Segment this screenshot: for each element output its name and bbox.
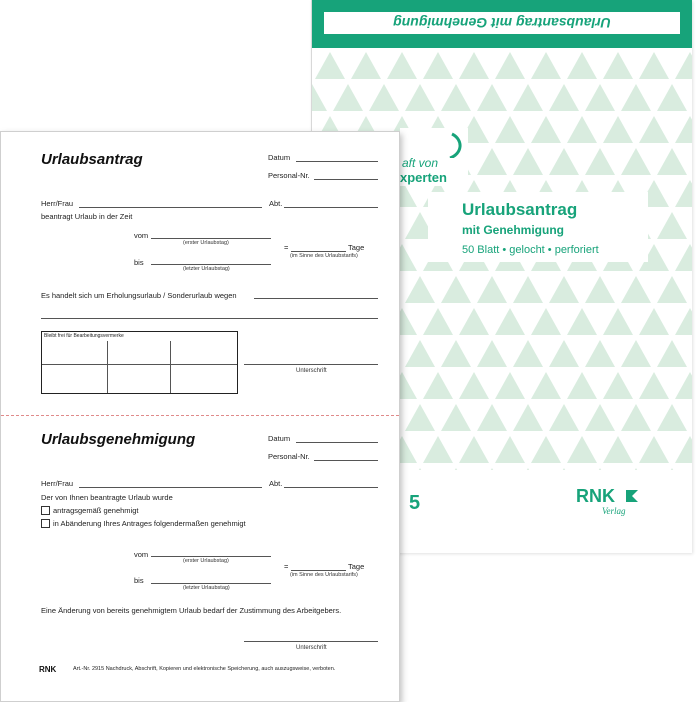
pattern-triangle (531, 308, 561, 335)
request-equals: = (284, 243, 289, 252)
pattern-triangle (369, 84, 399, 111)
request-to-label: bis (134, 258, 144, 267)
pattern-triangle (531, 436, 561, 463)
option-modified-label: in Abänderung Ihres Antrages folgendermaßen genehmigt (53, 519, 246, 528)
approval-heading: Urlaubsgenehmigung (41, 431, 196, 448)
pattern-triangle (675, 308, 692, 335)
pattern-triangle (567, 116, 597, 143)
pattern-triangle (459, 52, 489, 79)
pattern-triangle (603, 52, 633, 79)
pattern-triangle (603, 372, 633, 399)
pattern-triangle (405, 340, 435, 367)
pattern-triangle (603, 116, 633, 143)
request-days-label: Tage (348, 243, 365, 252)
pattern-triangle (441, 404, 471, 431)
request-dept-line[interactable] (284, 207, 378, 208)
approval-to-line[interactable] (151, 583, 271, 584)
pattern-triangle (459, 372, 489, 399)
pattern-triangle (549, 148, 579, 175)
pattern-triangle (585, 148, 615, 175)
pattern-triangle (549, 84, 579, 111)
pattern-triangle (441, 340, 471, 367)
cover-title-block (428, 192, 648, 262)
pattern-triangle (513, 84, 543, 111)
approval-days-label: Tage (348, 562, 365, 571)
pattern-triangle (351, 52, 381, 79)
approval-signature-label: Unterschrift (296, 645, 327, 651)
cover-subtitle: mit Genehmigung (462, 223, 564, 237)
pattern-triangle (333, 84, 363, 111)
pattern-triangle (531, 52, 561, 79)
request-to-line[interactable] (151, 264, 271, 265)
pattern-triangle (387, 52, 417, 79)
pattern-triangle (477, 84, 507, 111)
request-reason-line[interactable] (41, 318, 378, 319)
pattern-triangle (405, 276, 435, 303)
request-type-line[interactable] (254, 298, 378, 299)
approval-note: Eine Änderung von bereits genehmigtem Urlaub bedarf der Zustimmung des Arbeitgebers. (41, 606, 342, 615)
approval-days-line[interactable] (291, 570, 346, 571)
approval-dept-line[interactable] (284, 487, 378, 488)
pattern-triangle (657, 276, 687, 303)
approval-name-label: Herr/Frau (41, 479, 74, 488)
pattern-triangle (423, 372, 453, 399)
pattern-triangle (603, 436, 633, 463)
pattern-triangle (549, 276, 579, 303)
approval-personnel-line[interactable] (314, 460, 378, 461)
approval-from-label: vom (134, 550, 149, 559)
footer-logo: RNK (39, 665, 57, 674)
pattern-triangle (531, 116, 561, 143)
pattern-triangle (639, 308, 669, 335)
pattern-triangle (423, 52, 453, 79)
pattern-triangle (603, 308, 633, 335)
request-signature-line[interactable] (244, 364, 378, 365)
request-type-text: Es handelt sich um Erholungsurlaub / Sonderurlaub wegen (41, 291, 237, 300)
pattern-triangle (477, 276, 507, 303)
request-to-hint: (letzter Urlaubstag) (183, 266, 230, 272)
request-personnel-label: Personal-Nr. (268, 171, 310, 180)
pattern-triangle (495, 116, 525, 143)
pattern-triangle (621, 148, 651, 175)
approval-to-label: bis (134, 576, 144, 585)
request-dept-label: Abt. (269, 199, 283, 208)
approval-from-hint: (erster Urlaubstag) (183, 558, 229, 564)
request-signature-label: Unterschrift (296, 368, 327, 374)
pattern-triangle (657, 212, 687, 239)
approval-equals: = (284, 562, 289, 571)
request-personnel-line[interactable] (314, 179, 378, 180)
option-modified-checkbox[interactable] (41, 519, 50, 528)
pattern-triangle (585, 276, 615, 303)
box-divider (170, 341, 171, 393)
request-name-label: Herr/Frau (41, 199, 74, 208)
perforation-line (1, 415, 399, 416)
pattern-triangle (441, 84, 471, 111)
pattern-triangle (315, 52, 345, 79)
processing-notes-box (41, 331, 238, 394)
request-from-label: vom (134, 231, 149, 240)
pattern-triangle (675, 436, 692, 463)
approval-name-line[interactable] (79, 487, 262, 488)
rnk-logo (576, 484, 646, 524)
pattern-triangle (405, 404, 435, 431)
request-name-line[interactable] (79, 207, 262, 208)
pattern-triangle (567, 372, 597, 399)
cover-header-band (312, 0, 692, 48)
pattern-triangle (477, 404, 507, 431)
pattern-triangle (312, 84, 327, 111)
box-divider (42, 364, 237, 365)
cover-title: Urlaubsantrag (462, 200, 578, 219)
request-date-label: Datum (268, 153, 291, 162)
article-number-fragment: 5 (409, 492, 421, 514)
pattern-triangle (405, 84, 435, 111)
pattern-triangle (657, 340, 687, 367)
pattern-triangle (459, 436, 489, 463)
approval-status-text: Der von Ihnen beantragte Urlaub wurde (41, 493, 173, 502)
request-days-line[interactable] (291, 251, 346, 252)
pattern-triangle (657, 84, 687, 111)
pattern-triangle (675, 52, 692, 79)
pattern-triangle (585, 84, 615, 111)
request-from-hint: (erster Urlaubstag) (183, 240, 229, 246)
pattern-triangle (621, 84, 651, 111)
pattern-triangle (639, 116, 669, 143)
pattern-triangle (531, 372, 561, 399)
experts-slogan (400, 128, 468, 186)
pattern-triangle (585, 340, 615, 367)
pattern-triangle (639, 436, 669, 463)
pattern-triangle (621, 276, 651, 303)
request-from-line[interactable] (151, 238, 271, 239)
approval-personnel-label: Personal-Nr. (268, 452, 310, 461)
pattern-triangle (639, 372, 669, 399)
pattern-triangle (657, 404, 687, 431)
pattern-triangle (675, 180, 692, 207)
cover-top-label: Urlaubsantrag mit Genehmigung (393, 15, 611, 31)
approval-days-hint: (im Sinne des Urlaubstarifs) (290, 572, 358, 578)
pattern-triangle (567, 436, 597, 463)
form-sheet (0, 131, 400, 702)
pattern-triangle (513, 340, 543, 367)
pattern-triangle (621, 340, 651, 367)
approval-from-line[interactable] (151, 556, 271, 557)
pattern-triangle (675, 244, 692, 271)
pattern-triangle (675, 116, 692, 143)
pattern-triangle (567, 52, 597, 79)
approval-date-line[interactable] (296, 442, 378, 443)
slogan-line-2: xperten (400, 170, 447, 185)
pattern-triangle (513, 148, 543, 175)
approval-signature-line[interactable] (244, 641, 378, 642)
pattern-triangle (549, 340, 579, 367)
slogan-line-1: aft von (402, 156, 439, 170)
brand-name: RNK (576, 486, 615, 506)
swoosh-icon (400, 128, 468, 158)
pattern-triangle (477, 340, 507, 367)
pattern-triangle (477, 148, 507, 175)
pattern-triangle (675, 372, 692, 399)
pattern-triangle (621, 404, 651, 431)
box-divider (107, 341, 108, 393)
request-period-text: beantragt Urlaub in der Zeit (41, 212, 133, 221)
approval-to-hint: (letzter Urlaubstag) (183, 585, 230, 591)
pattern-triangle (549, 404, 579, 431)
pattern-triangle (423, 308, 453, 335)
flag-icon (624, 488, 640, 504)
option-approved-label: antragsgemäß genehmigt (53, 506, 139, 515)
brand-sub: Verlag (602, 506, 626, 516)
pattern-triangle (513, 404, 543, 431)
cover-details: 50 Blatt • gelocht • perforiert (462, 244, 599, 256)
pattern-triangle (567, 308, 597, 335)
request-heading: Urlaubsantrag (41, 151, 143, 168)
pattern-triangle (441, 276, 471, 303)
pattern-triangle (513, 276, 543, 303)
request-days-hint: (im Sinne des Urlaubstarifs) (290, 253, 358, 259)
pattern-triangle (495, 372, 525, 399)
request-date-line[interactable] (296, 161, 378, 162)
pattern-triangle (423, 436, 453, 463)
pattern-triangle (639, 52, 669, 79)
pattern-triangle (459, 308, 489, 335)
approval-date-label: Datum (268, 434, 291, 443)
pattern-triangle (657, 148, 687, 175)
option-approved-checkbox[interactable] (41, 506, 50, 515)
pattern-triangle (495, 52, 525, 79)
pattern-triangle (585, 404, 615, 431)
pattern-triangle (495, 436, 525, 463)
cover-upside-down-title (324, 12, 680, 34)
pattern-triangle (495, 308, 525, 335)
approval-dept-label: Abt. (269, 479, 283, 488)
processing-box-caption: Bleibt frei für Bearbeitungsvermerke (44, 333, 124, 339)
footer-text: Art.-Nr. 2915 Nachdruck, Abschrift, Kopieren und elektronische Speicherung, auch auszugsweise, verboten. (73, 666, 336, 672)
